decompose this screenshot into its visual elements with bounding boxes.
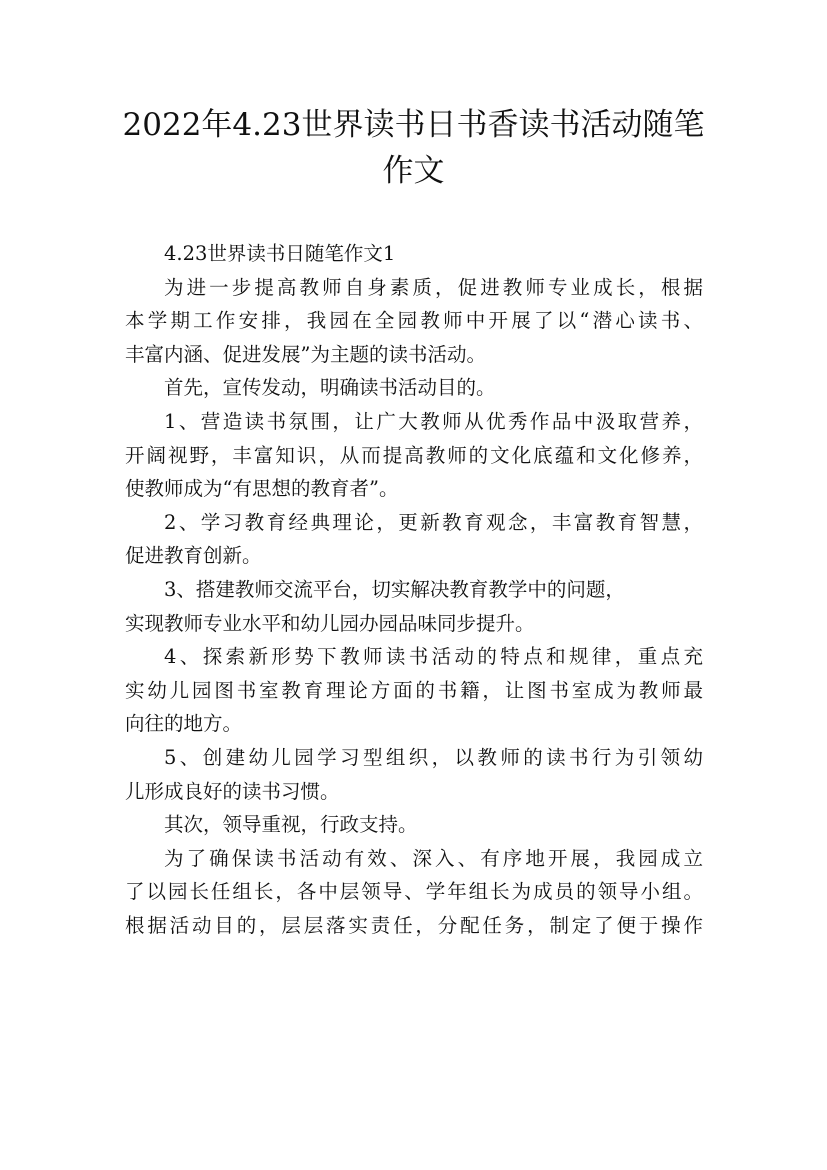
paragraph-line: 实幼儿园图书室教育理论方面的书籍，让图书室成为教师最	[125, 678, 703, 702]
title-line-2: 作文	[382, 153, 445, 189]
paragraph-line: 首先，宣传发动，明确读书活动目的。	[164, 376, 496, 400]
paragraph-intro	[125, 271, 703, 372]
paragraph-line: 5、创建幼儿园学习型组织，以教师的读书行为引领幼	[164, 745, 703, 769]
paragraph-line: 为了确保读书活动有效、深入、有序地开展，我园成立	[164, 846, 703, 870]
paragraph-line: 3、搭建教师交流平台，切实解决教育教学中的问题，	[164, 577, 625, 601]
paragraph-item-1	[125, 405, 703, 506]
paragraph-line: 丰富内涵、促进发展”为主题的读书活动。	[125, 342, 486, 366]
document-title	[80, 102, 747, 194]
paragraph-subtitle	[125, 237, 703, 271]
paragraph-line: 了以园长任组长，各中层领导、学年组长为成员的领导小组。	[125, 880, 703, 904]
paragraph-leadership	[125, 842, 703, 943]
title-line-1: 2022年4.23世界读书日书香读书活动随笔	[122, 107, 705, 143]
paragraph-line: 2、学习教育经典理论，更新教育观念，丰富教育智慧，	[164, 510, 703, 534]
paragraph-line: 1、营造读书氛围，让广大教师从优秀作品中汲取营养，	[164, 409, 703, 433]
paragraph-line: 其次，领导重视，行政支持。	[164, 813, 418, 837]
paragraph-line: 向往的地方。	[125, 712, 243, 736]
paragraph-item-4	[125, 640, 703, 741]
paragraph-line: 4.23世界读书日随笔作文1	[164, 242, 396, 265]
paragraph-line: 4、探索新形势下教师读书活动的特点和规律，重点充	[164, 645, 703, 669]
paragraph-line: 儿形成良好的读书习惯。	[125, 779, 340, 803]
paragraph-item-2	[125, 506, 703, 573]
paragraph-item-5	[125, 741, 703, 808]
paragraph-line: 开阔视野，丰富知识，从而提高教师的文化底蕴和文化修养，	[125, 443, 703, 467]
paragraph-line: 使教师成为“有思想的教育者”。	[125, 477, 399, 501]
paragraph-line: 根据活动目的，层层落实责任，分配任务，制定了便于操作	[125, 913, 703, 937]
paragraph-line: 为进一步提高教师自身素质，促进教师专业成长，根据	[164, 275, 703, 299]
paragraph-first	[125, 371, 703, 405]
paragraph-second	[125, 808, 703, 842]
paragraph-line: 促进教育创新。	[125, 544, 262, 568]
document-body	[125, 237, 703, 942]
paragraph-line: 实现教师专业水平和幼儿园办园品味同步提升。	[125, 611, 535, 635]
paragraph-line: 本学期工作安排，我园在全园教师中开展了以“潜心读书、	[125, 309, 703, 333]
paragraph-item-3	[125, 573, 703, 640]
